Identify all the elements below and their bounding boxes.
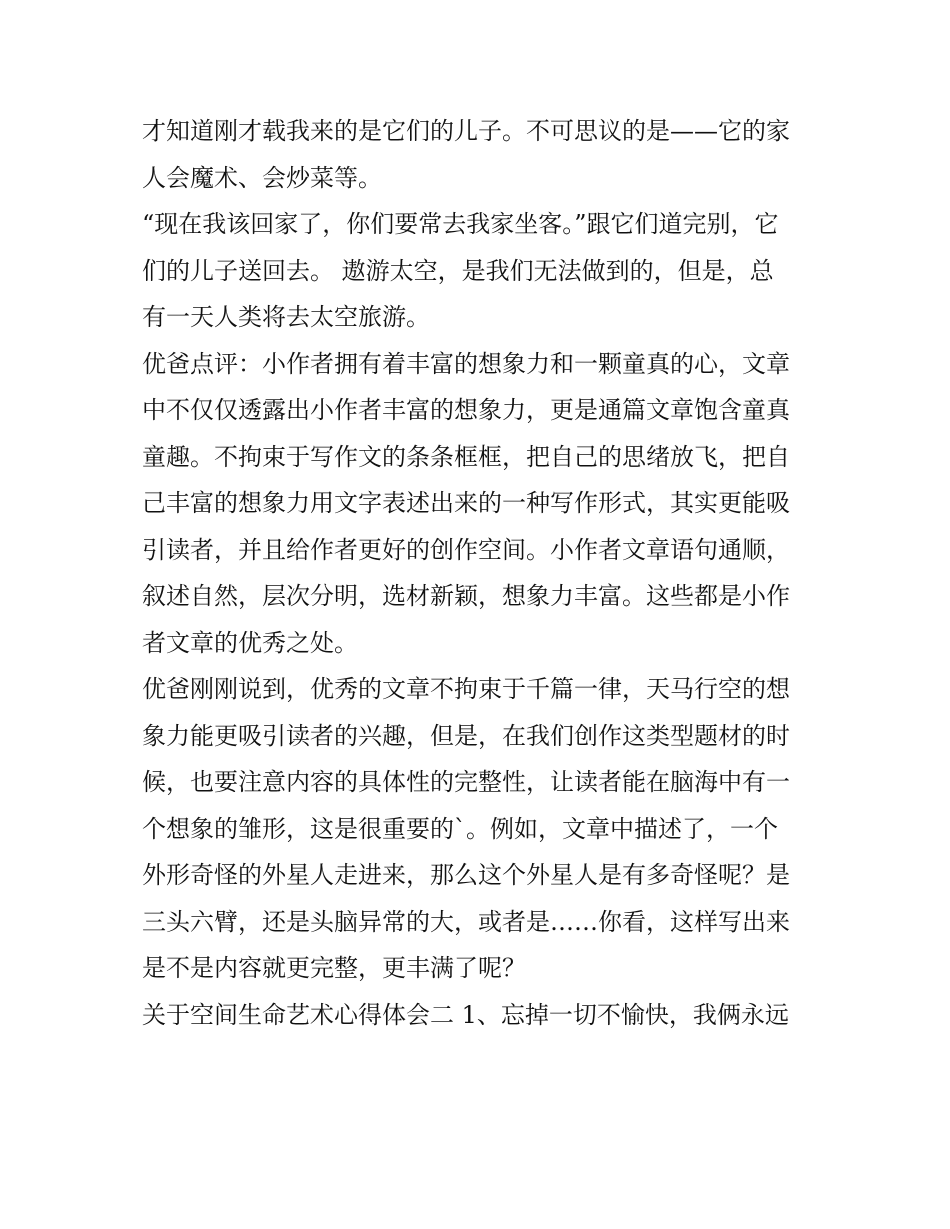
text-line: 己丰富的想象力用文字表述出来的一种写作形式，其实更能吸 [142, 489, 790, 517]
text-line: 候，也要注意内容的具体性的完整性，让读者能在脑海中有一 [142, 768, 790, 796]
document-text [142, 108, 814, 1038]
text-line: 童趣。不拘束于写作文的条条框框，把自己的思绪放飞，把自 [142, 442, 790, 471]
text-line: 们的儿子送回去。 遨游太空，是我们无法做到的，但是，总 [142, 256, 774, 285]
text-line: 优爸点评：小作者拥有着丰富的想象力和一颗童真的心，文章 [142, 349, 790, 378]
text-line: 有一天人类将去太空旅游。 [142, 303, 430, 331]
text-line: 关于空间生命艺术心得体会二 1、忘掉一切不愉快，我俩永远 [142, 1000, 789, 1029]
text-line: 三头六臂，还是头脑异常的大，或者是……你看，这样写出来 [142, 907, 790, 936]
text-line: 外形奇怪的外星人走进来，那么这个外星人是有多奇怪呢？是 [142, 861, 790, 889]
text-line: 是不是内容就更完整，更丰满了呢？ [142, 954, 526, 982]
text-line: 人会魔术、会炒菜等。 [142, 163, 382, 192]
text-line: 才知道刚才载我来的是它们的儿子。不可思议的是——它的家 [142, 117, 790, 145]
text-line: 象力能更吸引读者的兴趣，但是，在我们创作这类型题材的时 [142, 721, 790, 750]
text-line: 优爸刚刚说到，优秀的文章不拘束于千篇一律，天马行空的想 [142, 675, 790, 703]
text-line: 个想象的雏形，这是很重要的`。例如，文章中描述了，一个 [142, 814, 778, 843]
text-line: 引读者，并且给作者更好的创作空间。小作者文章语句通顺， [142, 535, 790, 564]
text-line: 者文章的优秀之处。 [142, 628, 358, 657]
text-line: 中不仅仅透露出小作者丰富的想象力，更是通篇文章饱含童真 [142, 396, 790, 424]
text-line: “现在我该回家了，你们要常去我家坐客。”跟它们道完别，它 [142, 210, 779, 238]
text-line: 叙述自然，层次分明，选材新颖，想象力丰富。这些都是小作 [142, 582, 790, 610]
